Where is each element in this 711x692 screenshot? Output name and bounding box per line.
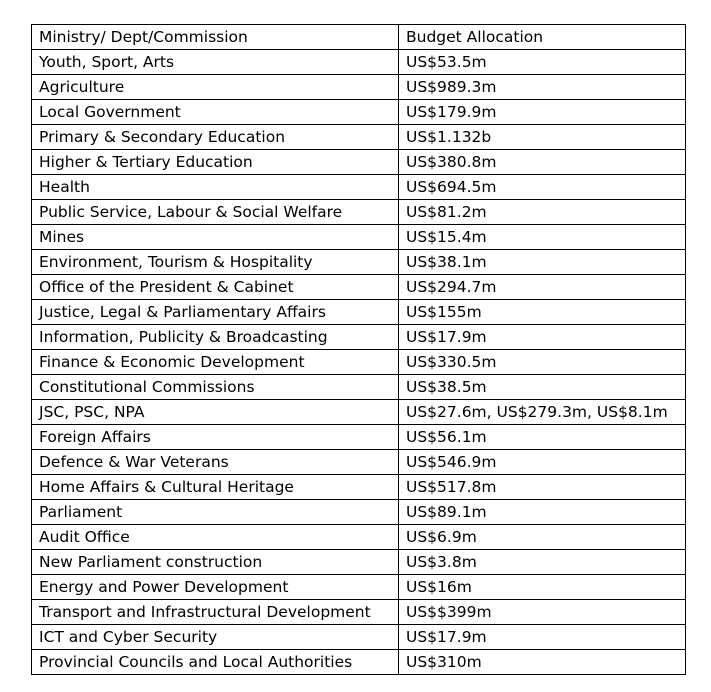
budget-cell: US$1.132b (399, 125, 686, 150)
budget-cell: US$517.8m (399, 475, 686, 500)
table-row (32, 575, 686, 600)
budget-cell: US$17.9m (399, 625, 686, 650)
ministry-cell: Office of the President & Cabinet (32, 275, 399, 300)
ministry-cell: Higher & Tertiary Education (32, 150, 399, 175)
table-row (32, 550, 686, 575)
ministry-cell: Home Affairs & Cultural Heritage (32, 475, 399, 500)
ministry-cell: Foreign Affairs (32, 425, 399, 450)
header-ministry: Ministry/ Dept/Commission (32, 25, 399, 50)
budget-cell: US$155m (399, 300, 686, 325)
ministry-cell: Public Service, Labour & Social Welfare (32, 200, 399, 225)
table-row (32, 425, 686, 450)
budget-cell: US$3.8m (399, 550, 686, 575)
ministry-cell: Defence & War Veterans (32, 450, 399, 475)
table-row (32, 275, 686, 300)
table-row (32, 350, 686, 375)
table-row (32, 125, 686, 150)
budget-cell: US$$399m (399, 600, 686, 625)
ministry-cell: Energy and Power Development (32, 575, 399, 600)
ministry-cell: Justice, Legal & Parliamentary Affairs (32, 300, 399, 325)
ministry-cell: Youth, Sport, Arts (32, 50, 399, 75)
budget-cell: US$989.3m (399, 75, 686, 100)
header-budget-allocation: Budget Allocation (399, 25, 686, 50)
budget-cell: US$89.1m (399, 500, 686, 525)
budget-cell: US$310m (399, 650, 686, 675)
table-row (32, 150, 686, 175)
table-row (32, 250, 686, 275)
table-row (32, 625, 686, 650)
budget-cell: US$380.8m (399, 150, 686, 175)
ministry-cell: Health (32, 175, 399, 200)
budget-cell: US$38.5m (399, 375, 686, 400)
table-row (32, 175, 686, 200)
table-row (32, 450, 686, 475)
ministry-cell: Transport and Infrastructural Development (32, 600, 399, 625)
ministry-cell: Local Government (32, 100, 399, 125)
table-row (32, 300, 686, 325)
ministry-cell: Information, Publicity & Broadcasting (32, 325, 399, 350)
table-row (32, 600, 686, 625)
table-row (32, 475, 686, 500)
budget-cell: US$16m (399, 575, 686, 600)
ministry-cell: Agriculture (32, 75, 399, 100)
ministry-cell: New Parliament construction (32, 550, 399, 575)
budget-cell: US$6.9m (399, 525, 686, 550)
table-body (32, 25, 686, 675)
ministry-cell: Environment, Tourism & Hospitality (32, 250, 399, 275)
ministry-cell: Mines (32, 225, 399, 250)
ministry-cell: Audit Office (32, 525, 399, 550)
budget-cell: US$81.2m (399, 200, 686, 225)
budget-cell: US$15.4m (399, 225, 686, 250)
ministry-cell: ICT and Cyber Security (32, 625, 399, 650)
table-row (32, 325, 686, 350)
budget-cell: US$38.1m (399, 250, 686, 275)
table-row (32, 75, 686, 100)
budget-cell: US$179.9m (399, 100, 686, 125)
table-header-row (32, 25, 686, 50)
budget-cell: US$56.1m (399, 425, 686, 450)
table-row (32, 50, 686, 75)
budget-cell: US$27.6m, US$279.3m, US$8.1m (399, 400, 686, 425)
budget-cell: US$294.7m (399, 275, 686, 300)
table-row (32, 525, 686, 550)
table-row (32, 650, 686, 675)
budget-cell: US$17.9m (399, 325, 686, 350)
table-row (32, 375, 686, 400)
budget-cell: US$330.5m (399, 350, 686, 375)
ministry-cell: Primary & Secondary Education (32, 125, 399, 150)
budget-allocation-table (31, 24, 686, 675)
budget-cell: US$694.5m (399, 175, 686, 200)
table-row (32, 200, 686, 225)
ministry-cell: Constitutional Commissions (32, 375, 399, 400)
budget-cell: US$53.5m (399, 50, 686, 75)
ministry-cell: Provincial Councils and Local Authorities (32, 650, 399, 675)
table-row (32, 500, 686, 525)
table-row (32, 225, 686, 250)
ministry-cell: Parliament (32, 500, 399, 525)
ministry-cell: JSC, PSC, NPA (32, 400, 399, 425)
budget-cell: US$546.9m (399, 450, 686, 475)
table-row (32, 100, 686, 125)
table-row (32, 400, 686, 425)
ministry-cell: Finance & Economic Development (32, 350, 399, 375)
